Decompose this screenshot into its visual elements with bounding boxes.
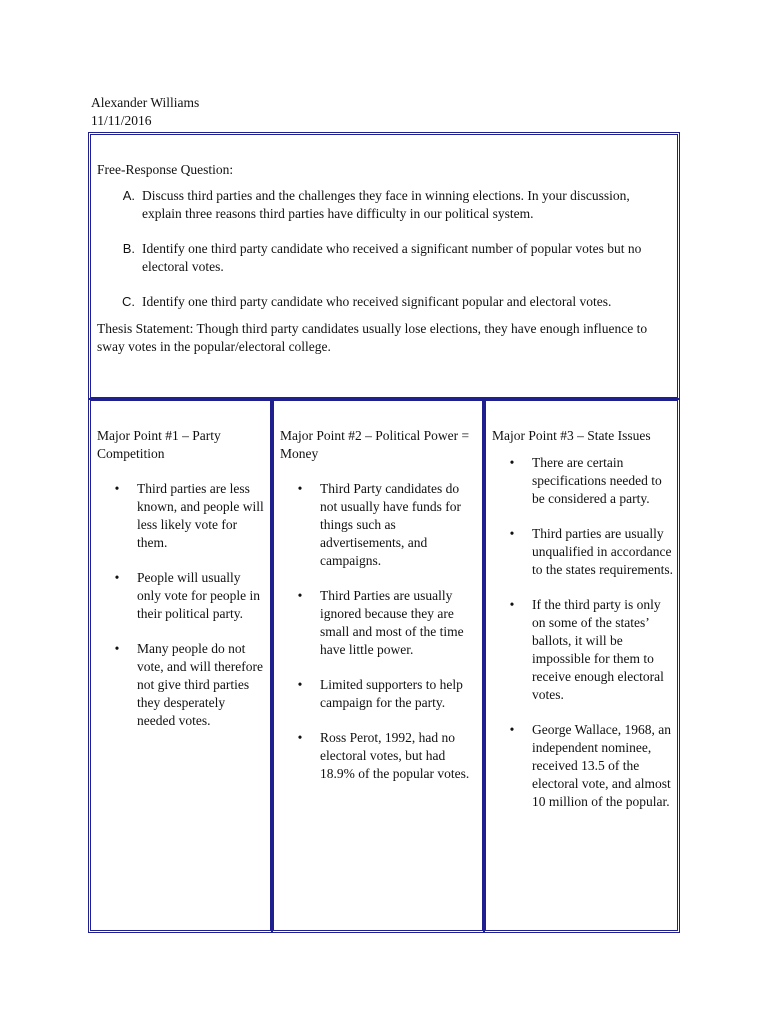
bullet-item xyxy=(274,676,482,712)
bullet-text: George Wallace, 1968, an independent nominee, received 13.5 of the electoral vote, and almost 10 million of the popular. xyxy=(532,722,671,809)
bullet-item xyxy=(486,596,677,704)
bullet-text: People will usually only vote for people in their political party. xyxy=(137,570,260,621)
bullet-icon: • xyxy=(114,481,120,496)
major-point-column-1 xyxy=(88,398,273,933)
document-header xyxy=(91,94,199,130)
question-text: Identify one third party candidate who received significant popular and electoral votes. xyxy=(142,294,612,309)
bullet-icon: • xyxy=(297,677,303,692)
bullet-item xyxy=(274,729,482,783)
question-item xyxy=(97,187,671,223)
bullet-text: Third parties are less known, and people will less likely vote for them. xyxy=(137,481,264,550)
bullet-icon: • xyxy=(509,455,515,470)
bullet-text: If the third party is only on some of the states’ ballots, it will be impossible for them to receive enough electoral votes. xyxy=(532,597,664,702)
question-box xyxy=(88,132,680,400)
bullet-icon: • xyxy=(509,526,515,541)
author-name: Alexander Williams xyxy=(91,95,200,110)
question-text: Discuss third parties and the challenges they face in winning elections. In your discussion, explain three reasons third parties have difficulty in our political system. xyxy=(142,188,630,221)
bullet-icon: • xyxy=(114,570,120,585)
bullet-item xyxy=(91,480,270,552)
bullet-text: Many people do not vote, and will therefore not give third parties they desperately needed votes. xyxy=(137,641,263,728)
major-point-column-2 xyxy=(271,398,485,933)
question-heading: Free-Response Question: xyxy=(97,162,234,177)
bullet-text: Third Parties are usually ignored because they are small and most of the time have little power. xyxy=(320,588,464,657)
bullet-text: Third Party candidates do not usually have funds for things such as advertisements, and campaigns. xyxy=(320,481,461,568)
bullet-icon: • xyxy=(114,641,120,656)
bullet-item xyxy=(274,480,482,570)
question-letter: B. xyxy=(122,241,135,256)
major-point-title: Major Point #3 – State Issues xyxy=(492,428,651,443)
bullet-icon: • xyxy=(509,722,515,737)
bullet-icon: • xyxy=(509,597,515,612)
bullet-text: Limited supporters to help campaign for the party. xyxy=(320,677,463,710)
question-letter: A. xyxy=(122,188,135,203)
bullet-icon: • xyxy=(297,481,303,496)
bullet-item xyxy=(486,454,677,508)
question-item xyxy=(97,293,671,311)
bullet-item xyxy=(274,587,482,659)
bullet-item xyxy=(91,640,270,730)
bullet-list xyxy=(486,454,677,811)
bullet-icon: • xyxy=(297,730,303,745)
bullet-list xyxy=(91,480,270,730)
question-item xyxy=(97,240,671,276)
bullet-list xyxy=(274,480,482,783)
bullet-text: There are certain specifications needed to be considered a party. xyxy=(532,455,662,506)
major-point-column-3 xyxy=(483,398,680,933)
bullet-text: Third parties are usually unqualified in accordance to the states requirements. xyxy=(532,526,673,577)
bullet-text: Ross Perot, 1992, had no electoral votes, but had 18.9% of the popular votes. xyxy=(320,730,470,781)
question-letter: C. xyxy=(122,294,135,309)
bullet-item xyxy=(91,569,270,623)
thesis-statement: Thesis Statement: Though third party candidates usually lose elections, they have enough influence to sway votes in the popular/electoral college. xyxy=(97,321,648,354)
question-text: Identify one third party candidate who received a significant number of popular votes but no electoral votes. xyxy=(142,241,642,274)
document-date: 11/11/2016 xyxy=(91,113,152,128)
bullet-icon: • xyxy=(297,588,303,603)
major-point-title: Major Point #2 – Political Power = Money xyxy=(280,428,470,461)
major-point-title: Major Point #1 – Party Competition xyxy=(97,428,221,461)
bullet-item xyxy=(486,525,677,579)
bullet-item xyxy=(486,721,677,811)
question-list xyxy=(97,187,671,311)
